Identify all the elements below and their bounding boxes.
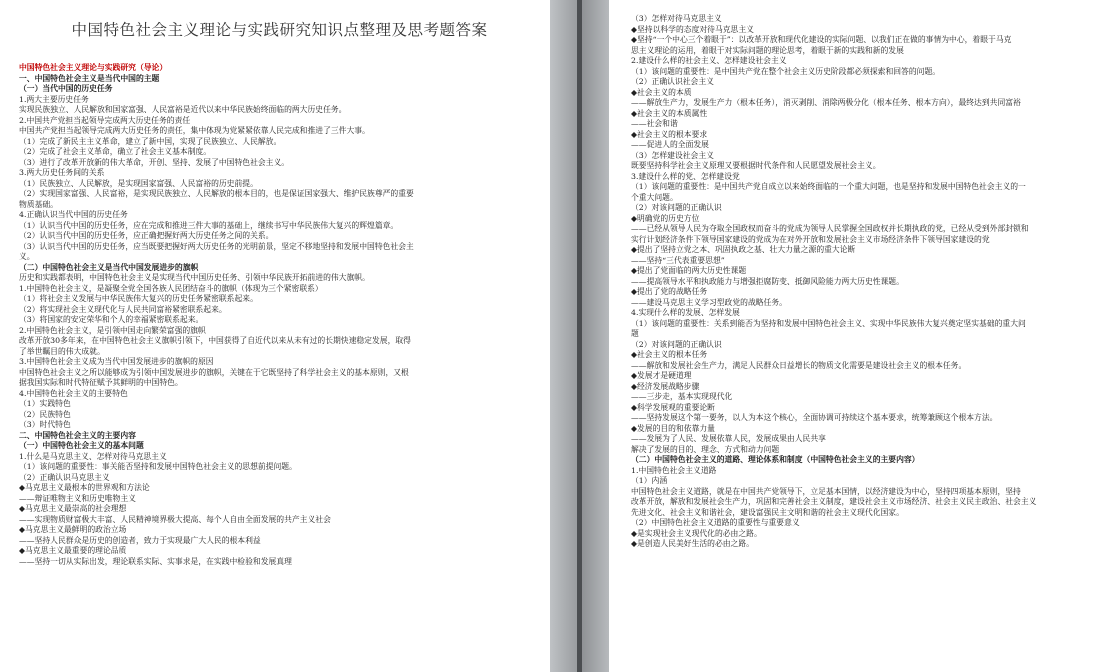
- text-line: ——解放生产力，发展生产力（根本任务），消灭剥削、消除两极分化（根本任务、根本方向），最终达到共同富裕: [631, 98, 1021, 107]
- text-line: ◆提出了党面临的两大历史性课题: [631, 266, 747, 275]
- text-line: ——已经从领导人民为夺取全国政权而奋斗的党成为领导人民掌握全国政权并长期执政的党，已经从受到外部封锁和: [631, 224, 1029, 233]
- text-line: （2）正确认识马克思主义: [19, 472, 110, 482]
- text-line: ◆提出了党的战略任务: [631, 287, 708, 296]
- text-line: （2）对该问题的正确认识: [631, 339, 722, 349]
- text-line: （1）该问题的重要性：关系到能否为坚持和发展中国特色社会主义、实现中华民族伟大复兴奠定坚实基础的重大问: [631, 318, 1026, 328]
- text-line: ◆马克思主义最鲜明的政治立场: [19, 525, 127, 534]
- text-line: ◆马克思主义最根本的世界观和方法论: [19, 483, 150, 492]
- text-line: ◆社会主义的本质属性: [631, 108, 708, 118]
- text-line: 题: [631, 329, 639, 338]
- text-line: （2）将实现社会主义现代化与人民共同富裕紧密联系起来。: [19, 304, 227, 314]
- text-line: （1）完成了新民主主义革命，建立了新中国，实现了民族独立、人民解放。: [19, 136, 282, 146]
- section-heading: 中国特色社会主义理论与实践研究（导论）: [19, 63, 168, 72]
- text-line: ◆社会主义的根本要求: [631, 129, 708, 139]
- text-line: ◆发展的目的和依靠力量: [631, 423, 715, 433]
- text-line: ——坚持人民群众是历史的创造者，致力于实现最广大人民的根本利益: [19, 535, 261, 545]
- text-line: ——三步走，基本实现现代化: [631, 392, 733, 401]
- text-line: ——实现物质财富极大丰富、人民精神境界极大提高、每个人自由全面发展的共产主义社会: [19, 514, 331, 524]
- text-line: （1）将社会主义发展与中华民族伟大复兴的历史任务紧密联系起来。: [19, 294, 258, 303]
- text-line: 个重大问题。: [631, 192, 678, 202]
- text-line: 4.中国特色社会主义的主要特色: [19, 388, 128, 398]
- text-line: ◆马克思主义最崇高的社会理想: [19, 504, 127, 513]
- text-line: （2）民族特色: [19, 409, 71, 419]
- text-line: ◆社会主义的本质: [631, 87, 692, 97]
- text-line: ◆发展才是硬道理: [631, 371, 692, 380]
- section-heading: （二）中国特色社会主义是当代中国发展进步的旗帜: [19, 262, 199, 272]
- text-line: 据我国实际和时代特征赋予其鲜明的中国特色。: [19, 378, 183, 387]
- text-line: ◆是实现社会主义现代化的必由之路。: [631, 528, 762, 538]
- text-line: ——坚持发展这个第一要务，以人为本这个核心，全面协调可持续这个基本要求，统筹兼顾这个根本方法。: [631, 413, 998, 422]
- section-heading: 二、中国特色社会主义的主要内容: [19, 430, 136, 440]
- text-line: 思主义理论的运用，着眼于对实际问题的理论思考，着眼于新的实践和新的发展: [631, 45, 904, 55]
- page-gutter: [550, 0, 577, 672]
- text-line: 改革开放30多年来，在中国特色社会主义旗帜引领下，中国获得了自近代以来从未有过的长期快速稳定发展，取得: [19, 336, 411, 345]
- text-line: 3.中国特色社会主义成为当代中国发展进步的旗帜的原因: [19, 357, 214, 366]
- text-line: 中国共产党担当起领导完成两大历史任务的责任，集中体现为党紧紧依靠人民完成和推进了三件大事。: [19, 126, 370, 135]
- text-line: 3.建设什么样的党、怎样建设党: [631, 171, 740, 181]
- text-line: ——建设马克思主义学习型政党的战略任务。: [631, 297, 787, 307]
- text-line: ——坚持“三代表重要思想”: [631, 255, 725, 265]
- page-gutter: [582, 0, 609, 672]
- text-line: ——促进人的全面发展: [631, 140, 709, 149]
- text-line: （2）对该问题的正确认识: [631, 203, 722, 212]
- text-line: ◆社会主义的根本任务: [631, 350, 708, 359]
- text-line: 4.正确认识当代中国的历史任务: [19, 210, 128, 219]
- text-line: ◆科学发展观的重要论断: [631, 402, 715, 412]
- text-line: （3）将国家的安定荣华和个人的幸福紧密联系起来。: [19, 315, 204, 324]
- text-line: 既要坚持科学社会主义原理又要根据时代条件和人民愿望发展社会主义。: [631, 161, 881, 170]
- text-line: （2）认识当代中国的历史任务，应正确把握好两大历史任务之间的关系。: [19, 231, 274, 240]
- text-line: ——社会和谐: [631, 119, 678, 128]
- text-line: （1）认识当代中国的历史任务，应在完成和推进三件大事的基础上，继续书写中华民族伟大复兴的辉煌篇章。: [19, 220, 399, 230]
- text-line: 历史和实践都表明，中国特色社会主义是实现当代中国历史任务、引领中华民族开拓前进的伟大旗帜。: [19, 273, 370, 282]
- text-line: ◆提出了坚持立党之本、巩固执政之基、壮大力量之源的重大论断: [631, 245, 856, 254]
- text-line: 实行计划经济条件下领导国家建设的党成为在对外开放和发展社会主义市场经济条件下领导国家建设的党: [631, 234, 990, 244]
- text-line: 2.建设什么样的社会主义、怎样建设社会主义: [631, 56, 787, 65]
- text-line: 4.实现什么样的发展、怎样发展: [631, 308, 740, 317]
- text-line: 1.中国特色社会主义，是凝聚全党全国各族人民团结奋斗的旗帜（体现为三个紧密联系）: [19, 283, 323, 293]
- text-line: ◆明确党的历史方位: [631, 213, 700, 223]
- page-body: [631, 14, 1096, 550]
- text-line: 物质基础。: [19, 199, 58, 209]
- document-page-right: [609, 0, 1096, 672]
- text-line: ——解放和发展社会生产力，满足人民群众日益增长的物质文化需要是建设社会主义的根本任务。: [631, 360, 967, 370]
- text-line: （2）正确认识社会主义: [631, 77, 714, 86]
- section-heading: （二）中国特色社会主义的道路、理论体系和制度（中国特色社会主义的主要内容）: [631, 455, 920, 464]
- text-line: （2）中国特色社会主义道路的重要性与重要意义: [631, 518, 800, 527]
- text-line: 中国特色社会主义道路，就是在中国共产党领导下，立足基本国情，以经济建设为中心，坚持四项基本原则，坚持: [631, 486, 1021, 496]
- text-line: ◆经济发展战略步骤: [631, 381, 700, 391]
- text-line: （3）进行了改革开放新的伟大革命，开创、坚持、发展了中国特色社会主义。: [19, 157, 290, 167]
- document-title: 中国特色社会主义理论与实践研究知识点整理及思考题答案: [71, 21, 488, 39]
- text-line: （3）认识当代中国的历史任务，应当既要把握好两大历史任务的光明前景，坚定不移地坚持和发展中国特色社会主: [19, 241, 414, 251]
- text-line: （1）实践特色: [19, 399, 71, 408]
- text-line: （1）民族独立、人民解放，是实现国家富强、人民富裕的历史前提。: [19, 178, 258, 188]
- text-line: ——提高领导水平和执政能力与增强拒腐防变、抵御风险能力两大历史性课题。: [631, 276, 904, 286]
- section-heading: （一）当代中国的历史任务: [19, 84, 113, 93]
- text-line: （2）实现国家富强、人民富裕，是实现民族独立、人民解放的根本目的，也是保证国家强大、维护民族尊严的重要: [19, 189, 414, 198]
- section-heading: 一、中国特色社会主义是当代中国的主题: [19, 73, 160, 83]
- text-line: （1）该问题的重要性：事关能否坚持和发展中国特色社会主义的思想前提问题。: [19, 462, 297, 471]
- text-line: ——发展为了人民、发展依靠人民，发展成果由人民共享: [631, 434, 826, 443]
- text-line: 实现民族独立、人民解放和国家富强、人民富裕是近代以来中华民族始终面临的两大历史任务。: [19, 105, 347, 114]
- text-line: ◆马克思主义最重要的理论品质: [19, 546, 127, 555]
- text-line: （2）完成了社会主义革命，确立了社会主义基本制度。: [19, 147, 212, 156]
- text-line: 解决了发展的目的、理念、方式和动力问题: [631, 444, 780, 454]
- text-line: 1.两大主要历史任务: [19, 94, 89, 104]
- text-line: （1）该问题的重要性：是中国共产党在整个社会主义历史阶段都必须探索和回答的问题。: [631, 66, 941, 76]
- text-line: 了举世瞩目的伟大成就。: [19, 346, 105, 356]
- page-body: [19, 63, 540, 567]
- text-line: （1）该问题的重要性：是中国共产党自成立以来始终面临的一个重大问题，也是坚持和发展中国特色社会主义的一: [631, 182, 1026, 191]
- text-line: ◆是创造人民美好生活的必由之路。: [631, 539, 754, 548]
- text-line: 先进文化、社会主义和谐社会，建设富强民主文明和谐的社会主义现代化国家。: [631, 507, 904, 517]
- text-line: ——辩证唯物主义和历史唯物主义: [19, 493, 136, 503]
- text-line: 2.中国共产党担当起领导完成两大历史任务的责任: [19, 115, 191, 125]
- text-line: 2.中国特色社会主义，是引领中国走向繁荣富强的旗帜: [19, 325, 206, 335]
- text-line: （3）怎样对待马克思主义: [631, 14, 722, 23]
- text-line: （3）时代特色: [19, 420, 71, 429]
- section-heading: （一）中国特色社会主义的基本问题: [19, 441, 144, 450]
- text-line: （1）内涵: [631, 476, 668, 485]
- text-line: ◆坚持“一个中心三个着眼于”：以改革开放和现代化建设的实际问题、以我们正在做的事情为中心，着眼于马克: [631, 35, 1012, 44]
- text-line: ——坚持一切从实际出发，理论联系实际、实事求是，在实践中检验和发展真理: [19, 556, 292, 566]
- text-line: 3.两大历史任务间的关系: [19, 168, 105, 177]
- text-line: 改革开放，解放和发展社会生产力，巩固和完善社会主义制度，建设社会主义市场经济、社会主义民主政治、社会主义: [631, 497, 1037, 506]
- text-line: 1.中国特色社会主义道路: [631, 465, 717, 475]
- text-line: 义。: [19, 252, 35, 261]
- text-line: ◆坚持以科学的态度对待马克思主义: [631, 24, 754, 34]
- text-line: 1.什么是马克思主义、怎样对待马克思主义: [19, 451, 167, 461]
- text-line: 中国特色社会主义之所以能够成为引领中国发展进步的旗帜，关键在于它既坚持了科学社会主义的基本原则，又根: [19, 367, 409, 377]
- text-line: （3）怎样建设社会主义: [631, 150, 714, 160]
